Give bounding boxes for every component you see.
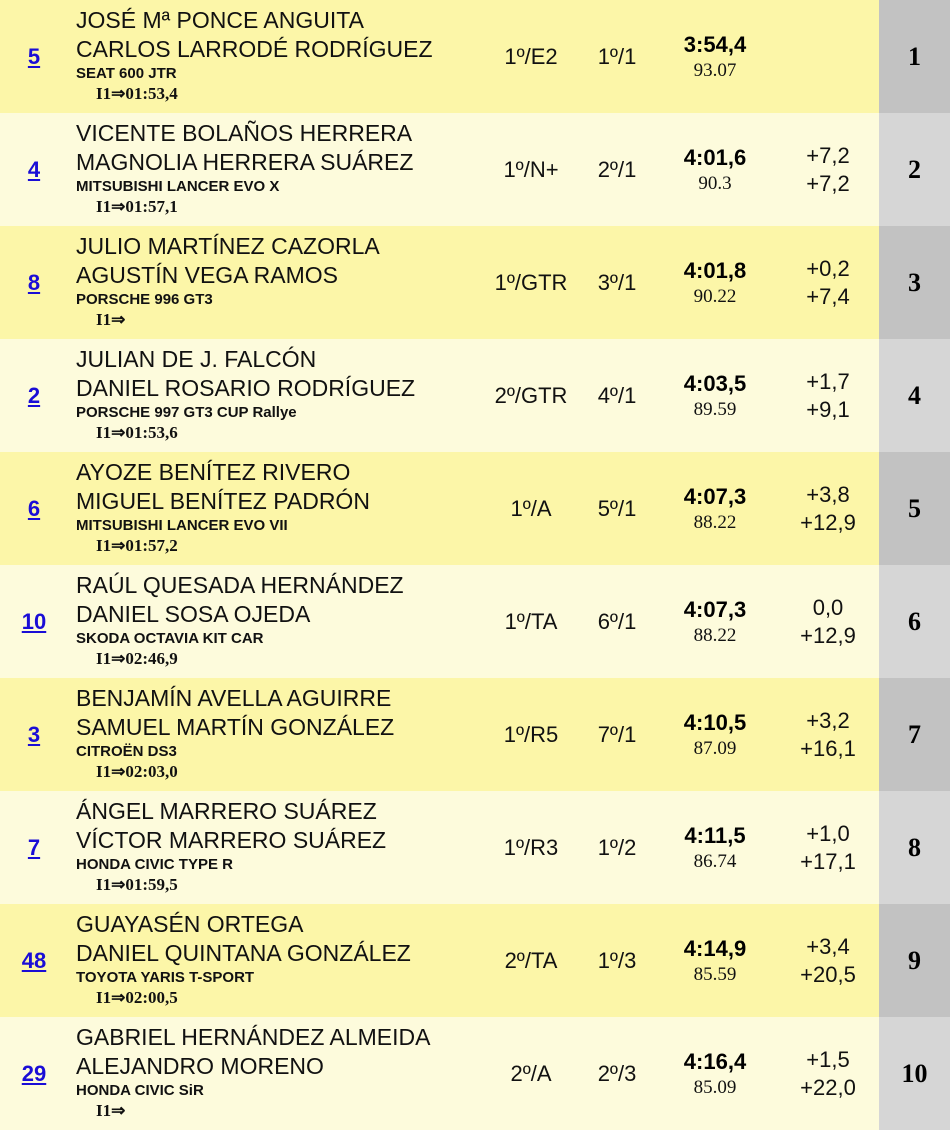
stage-time-cell [660, 226, 770, 339]
car-model: TOYOTA YARIS T-SPORT [76, 969, 255, 986]
crew-info [76, 797, 496, 895]
gap-cell [778, 113, 878, 226]
gap-to-leader: +16,1 [800, 735, 856, 761]
driver-name: RAÚL QUESADA HERNÁNDEZ [76, 572, 404, 598]
group-position: 6º/1 [597, 608, 637, 634]
overall-position: 4 [879, 339, 950, 452]
average-speed: 85.59 [693, 963, 737, 985]
gap-cell [778, 1017, 878, 1130]
group-position: 2º/1 [597, 156, 637, 182]
driver-name: JULIO MARTÍNEZ CAZORLA [76, 233, 380, 259]
group-position: 1º/3 [597, 947, 637, 973]
gap-cell [778, 339, 878, 452]
group-position: 1º/1 [597, 43, 637, 69]
driver-name: ÁNGEL MARRERO SUÁREZ [76, 798, 377, 824]
split-time: I1⇒01:53,4 [96, 84, 178, 103]
car-number-link[interactable]: 4 [27, 156, 41, 182]
gap-to-leader: +9,1 [806, 396, 850, 422]
group-position: 3º/1 [597, 269, 637, 295]
stage-time-cell [660, 452, 770, 565]
gap-cell [778, 0, 878, 113]
stage-time-cell [660, 1017, 770, 1130]
class-position: 2º/A [510, 1060, 552, 1086]
stage-time: 4:01,6 [683, 144, 747, 170]
stage-time: 3:54,4 [683, 31, 747, 57]
split-time: I1⇒01:53,6 [96, 423, 178, 442]
class-position: 1º/R3 [503, 834, 559, 860]
group-position: 2º/3 [597, 1060, 637, 1086]
overall-position: 5 [879, 452, 950, 565]
table-row [0, 565, 950, 678]
codriver-name: DANIEL SOSA OJEDA [76, 601, 311, 627]
crew-info [76, 1023, 496, 1121]
overall-position: 10 [879, 1017, 950, 1130]
stage-time-cell [660, 904, 770, 1017]
driver-name: VICENTE BOLAÑOS HERRERA [76, 120, 413, 146]
codriver-name: MAGNOLIA HERRERA SUÁREZ [76, 149, 414, 175]
car-number-link[interactable]: 2 [27, 382, 41, 408]
stage-time: 4:11,5 [684, 822, 746, 848]
car-number-link[interactable]: 6 [27, 495, 41, 521]
driver-name: AYOZE BENÍTEZ RIVERO [76, 459, 351, 485]
stage-time: 4:01,8 [683, 257, 747, 283]
table-row [0, 226, 950, 339]
split-time: I1⇒01:57,2 [96, 536, 178, 555]
car-number-link[interactable]: 5 [27, 43, 41, 69]
average-speed: 88.22 [693, 511, 737, 533]
split-time: I1⇒01:57,1 [96, 197, 178, 216]
average-speed: 85.09 [693, 1076, 737, 1098]
overall-position: 1 [879, 0, 950, 113]
stage-time: 4:07,3 [683, 596, 747, 622]
codriver-name: DANIEL ROSARIO RODRÍGUEZ [76, 375, 416, 401]
table-row [0, 339, 950, 452]
driver-name: GABRIEL HERNÁNDEZ ALMEIDA [76, 1024, 431, 1050]
gap-to-leader: +20,5 [800, 961, 856, 987]
class-position: 1º/R5 [503, 721, 559, 747]
average-speed: 90.3 [698, 172, 732, 194]
table-row [0, 1017, 950, 1130]
codriver-name: VÍCTOR MARRERO SUÁREZ [76, 827, 387, 853]
car-model: SEAT 600 JTR [76, 65, 177, 82]
class-position: 1º/E2 [504, 43, 558, 69]
gap-cell [778, 565, 878, 678]
gap-to-previous: +3,2 [806, 707, 850, 733]
car-model: PORSCHE 997 GT3 CUP Rallye [76, 404, 297, 421]
codriver-name: SAMUEL MARTÍN GONZÁLEZ [76, 714, 395, 740]
table-row [0, 113, 950, 226]
driver-name: JULIAN DE J. FALCÓN [76, 346, 317, 372]
overall-position: 3 [879, 226, 950, 339]
gap-cell [778, 452, 878, 565]
table-row [0, 0, 950, 113]
codriver-name: MIGUEL BENÍTEZ PADRÓN [76, 488, 370, 514]
overall-position: 9 [879, 904, 950, 1017]
class-position: 1º/TA [504, 608, 558, 634]
car-number-link[interactable]: 29 [21, 1060, 47, 1086]
overall-position: 8 [879, 791, 950, 904]
stage-time-cell [660, 113, 770, 226]
stage-time: 4:07,3 [683, 483, 747, 509]
car-model: MITSUBISHI LANCER EVO X [76, 178, 280, 195]
table-row [0, 678, 950, 791]
gap-to-leader: +12,9 [800, 622, 856, 648]
average-speed: 93.07 [693, 59, 737, 81]
crew-info [76, 684, 496, 782]
gap-to-previous: +3,4 [806, 933, 850, 959]
codriver-name: DANIEL QUINTANA GONZÁLEZ [76, 940, 411, 966]
class-position: 1º/A [510, 495, 552, 521]
crew-info [76, 119, 496, 217]
stage-time-cell [660, 791, 770, 904]
gap-to-previous: 0,0 [812, 594, 844, 620]
gap-to-previous: +1,7 [806, 368, 850, 394]
car-model: CITROËN DS3 [76, 743, 177, 760]
class-position: 1º/N+ [503, 156, 559, 182]
average-speed: 87.09 [693, 737, 737, 759]
average-speed: 89.59 [693, 398, 737, 420]
overall-position: 2 [879, 113, 950, 226]
crew-info [76, 910, 496, 1008]
group-position: 4º/1 [597, 382, 637, 408]
split-time: I1⇒ [96, 310, 126, 329]
split-time: I1⇒02:03,0 [96, 762, 178, 781]
overall-position: 7 [879, 678, 950, 791]
group-position: 7º/1 [597, 721, 637, 747]
overall-position: 6 [879, 565, 950, 678]
car-number-link[interactable]: 10 [21, 608, 47, 634]
stage-time-cell [660, 678, 770, 791]
group-position: 5º/1 [597, 495, 637, 521]
split-time: I1⇒02:46,9 [96, 649, 178, 668]
average-speed: 90.22 [693, 285, 737, 307]
stage-time-cell [660, 565, 770, 678]
car-number-link[interactable]: 3 [27, 721, 41, 747]
codriver-name: AGUSTÍN VEGA RAMOS [76, 262, 338, 288]
class-position: 1º/GTR [494, 269, 568, 295]
codriver-name: ALEJANDRO MORENO [76, 1053, 324, 1079]
driver-name: GUAYASÉN ORTEGA [76, 911, 304, 937]
average-speed: 86.74 [693, 850, 737, 872]
car-model: SKODA OCTAVIA KIT CAR [76, 630, 264, 647]
driver-name: BENJAMÍN AVELLA AGUIRRE [76, 685, 392, 711]
gap-to-leader: +17,1 [800, 848, 856, 874]
car-number-link[interactable]: 8 [27, 269, 41, 295]
crew-info [76, 458, 496, 556]
stage-time-cell [660, 339, 770, 452]
gap-cell [778, 904, 878, 1017]
car-model: MITSUBISHI LANCER EVO VII [76, 517, 288, 534]
crew-info [76, 571, 496, 669]
class-position: 2º/GTR [494, 382, 568, 408]
stage-time: 4:16,4 [683, 1048, 747, 1074]
gap-to-previous: +1,5 [806, 1046, 850, 1072]
car-model: PORSCHE 996 GT3 [76, 291, 213, 308]
table-row [0, 452, 950, 565]
car-number-link[interactable]: 48 [21, 947, 47, 973]
gap-to-leader: +22,0 [800, 1074, 856, 1100]
gap-to-previous: +3,8 [806, 481, 850, 507]
gap-cell [778, 678, 878, 791]
gap-to-leader: +7,4 [806, 283, 850, 309]
stage-time: 4:10,5 [683, 709, 747, 735]
codriver-name: CARLOS LARRODÉ RODRÍGUEZ [76, 36, 433, 62]
car-model: HONDA CIVIC SiR [76, 1082, 204, 1099]
gap-cell [778, 226, 878, 339]
stage-time-cell [660, 0, 770, 113]
crew-info [76, 6, 496, 104]
average-speed: 88.22 [693, 624, 737, 646]
split-time: I1⇒01:59,5 [96, 875, 178, 894]
stage-time: 4:14,9 [683, 935, 747, 961]
gap-to-previous: +0,2 [806, 255, 850, 281]
split-time: I1⇒02:00,5 [96, 988, 178, 1007]
group-position: 1º/2 [597, 834, 637, 860]
table-row [0, 904, 950, 1017]
gap-cell [778, 791, 878, 904]
crew-info [76, 345, 496, 443]
driver-name: JOSÉ Mª PONCE ANGUITA [76, 7, 364, 33]
car-number-link[interactable]: 7 [27, 834, 41, 860]
table-row [0, 791, 950, 904]
stage-time: 4:03,5 [683, 370, 747, 396]
crew-info [76, 232, 496, 330]
split-time: I1⇒ [96, 1101, 126, 1120]
gap-to-previous: +7,2 [806, 142, 850, 168]
gap-to-leader: +12,9 [800, 509, 856, 535]
car-model: HONDA CIVIC TYPE R [76, 856, 233, 873]
class-position: 2º/TA [504, 947, 558, 973]
gap-to-leader: +7,2 [806, 170, 850, 196]
gap-to-previous: +1,0 [806, 820, 850, 846]
